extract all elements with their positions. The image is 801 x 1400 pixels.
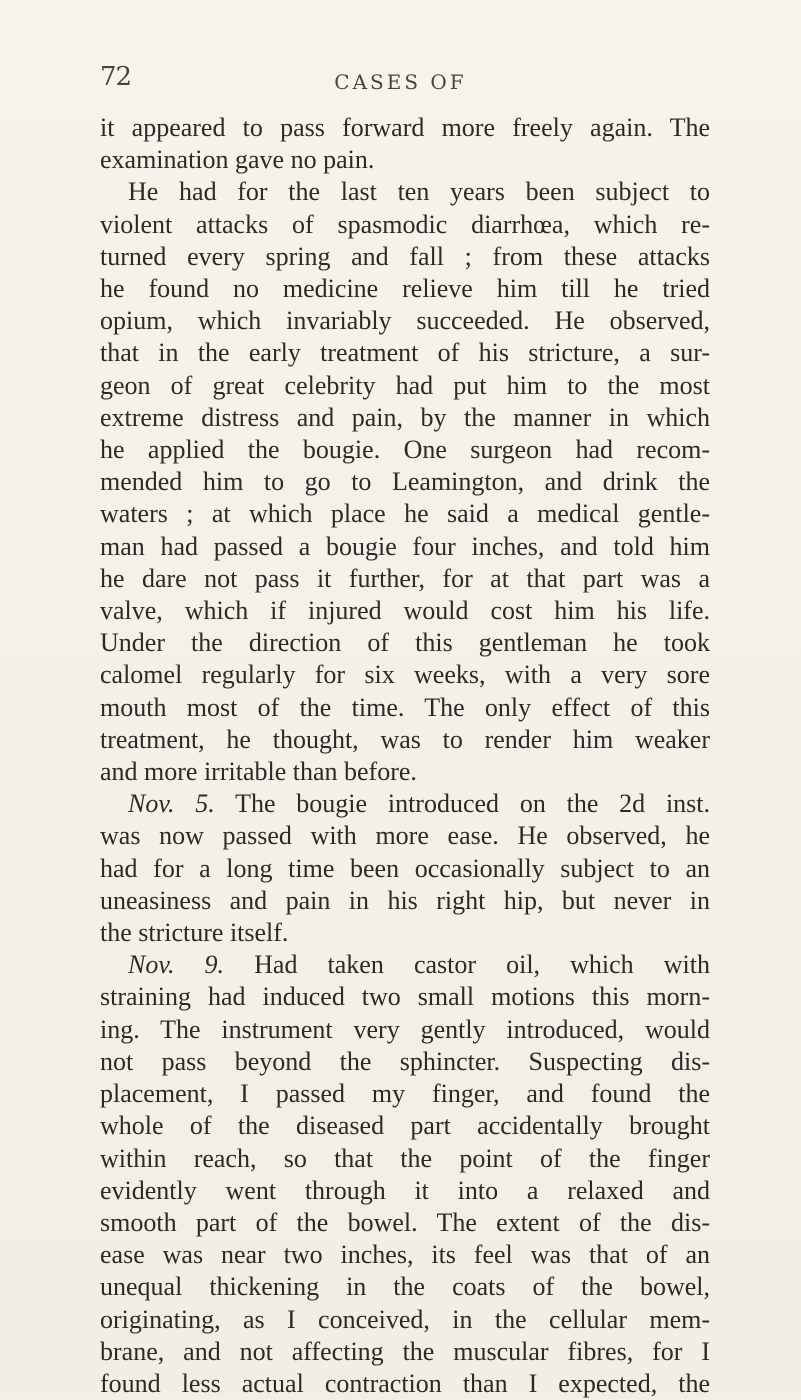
entry-date: Nov. 9. bbox=[128, 950, 225, 980]
text-line: originating, as I conceived, in the cellular mem- bbox=[100, 1304, 710, 1334]
paragraph-2 bbox=[100, 788, 710, 949]
page-number: 72 bbox=[100, 62, 132, 92]
text-line: found less actual contraction than I expected, the bbox=[100, 1368, 710, 1398]
text-line: smooth part of the bowel. The extent of the dis- bbox=[100, 1207, 710, 1237]
text-line: he applied the bougie. One surgeon had recom- bbox=[100, 435, 710, 465]
text-line: opium, which invariably succeeded. He observed, bbox=[100, 306, 710, 336]
text-line: it appeared to pass forward more freely again. The bbox=[100, 113, 710, 142]
text-line: mouth most of the time. The only effect of this bbox=[100, 692, 710, 722]
text-line: extreme distress and pain, by the manner in which bbox=[100, 402, 710, 432]
text-line: man had passed a bougie four inches, and told him bbox=[100, 531, 710, 561]
text-line: he found no medicine relieve him till he tried bbox=[100, 274, 710, 304]
text-line: Under the direction of this gentleman he took bbox=[100, 628, 710, 658]
text-line: turned every spring and fall ; from these attacks bbox=[100, 241, 710, 271]
text-line: placement, I passed my finger, and found the bbox=[100, 1079, 710, 1109]
body-text bbox=[100, 112, 710, 1400]
running-head: CASES OF bbox=[334, 70, 467, 94]
text-line: waters ; at which place he said a medical gentle- bbox=[100, 499, 710, 529]
text-line: not pass beyond the sphincter. Suspecting dis- bbox=[100, 1046, 710, 1076]
text-line: that in the early treatment of his stricture, a sur- bbox=[100, 338, 710, 368]
text-line: straining had induced two small motions this morn- bbox=[100, 982, 710, 1012]
text-line bbox=[100, 788, 710, 820]
text-line: within reach, so that the point of the finger bbox=[100, 1143, 710, 1173]
text-line: had for a long time been occasionally subject to an bbox=[100, 853, 710, 883]
text-line: was now passed with more ease. He observed, he bbox=[100, 821, 710, 851]
text-line-content: Had taken castor oil, which with bbox=[254, 950, 710, 980]
text-line: the stricture itself. bbox=[100, 918, 289, 948]
text-line: he dare not pass it further, for at that part was a bbox=[100, 563, 710, 593]
text-line: He had for the last ten years been subject to bbox=[128, 177, 710, 207]
text-line: evidently went through it into a relaxed and bbox=[100, 1175, 710, 1205]
text-line: and more irritable than before. bbox=[100, 757, 417, 787]
text-line: ease was near two inches, its feel was that of an bbox=[100, 1240, 710, 1270]
text-line: unequal thickening in the coats of the bowel, bbox=[100, 1272, 710, 1302]
text-line: ing. The instrument very gently introduced, would bbox=[100, 1014, 710, 1044]
text-line: examination gave no pain. bbox=[100, 145, 375, 175]
entry-date: Nov. 5. bbox=[128, 789, 215, 819]
text-line: whole of the diseased part accidentally brought bbox=[100, 1111, 710, 1141]
text-line: mended him to go to Leamington, and drink the bbox=[100, 467, 710, 497]
text-line bbox=[100, 949, 710, 981]
paragraph-0 bbox=[100, 112, 710, 176]
text-line: valve, which if injured would cost him his life. bbox=[100, 596, 710, 626]
text-line: violent attacks of spasmodic diarrhœa, which re- bbox=[100, 209, 710, 239]
text-line: geon of great celebrity had put him to the most bbox=[100, 370, 710, 400]
paragraph-3 bbox=[100, 949, 710, 1400]
text-line: treatment, he thought, was to render him weaker bbox=[100, 724, 710, 754]
text-line: calomel regularly for six weeks, with a very sore bbox=[100, 660, 710, 690]
text-line: uneasiness and pain in his right hip, but never in bbox=[100, 885, 710, 915]
paragraph-1 bbox=[100, 176, 710, 788]
text-line: brane, and not affecting the muscular fibres, for I bbox=[100, 1336, 710, 1366]
text-line-content: The bougie introduced on the 2d inst. bbox=[235, 789, 710, 819]
